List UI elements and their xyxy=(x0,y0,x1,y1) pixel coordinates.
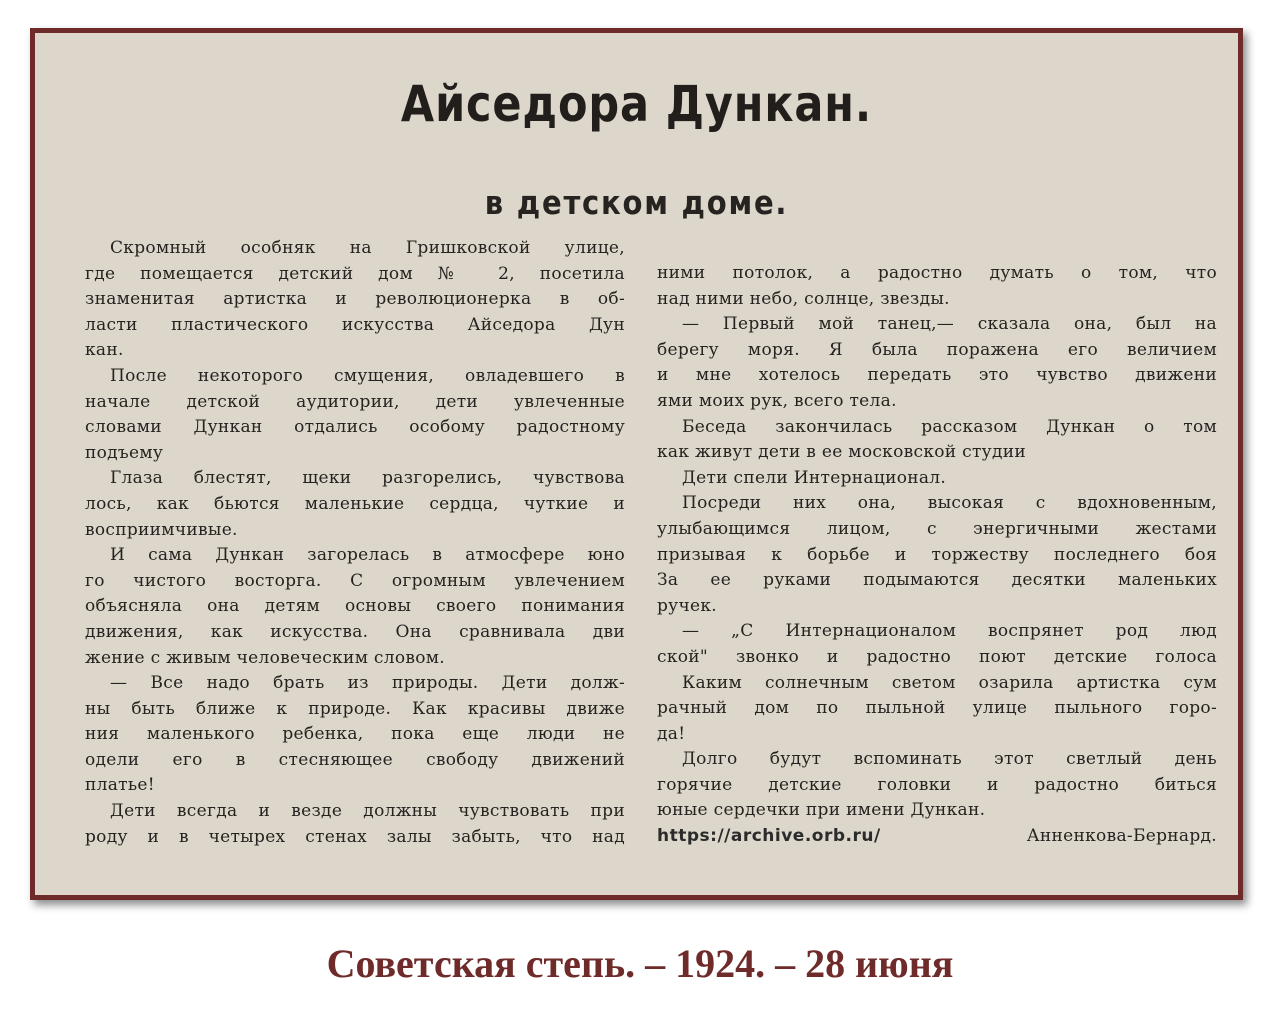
article-line: словами Дункан отдались особому радостному xyxy=(85,417,625,438)
article-right-column-text xyxy=(657,261,1217,824)
article-line: где помещается детский дом № 2, посетила xyxy=(85,263,625,284)
article-subheadline: в детском доме. xyxy=(484,183,789,222)
article-line: После некоторого смущения, овладевшего в xyxy=(110,365,625,386)
source-caption: Советская степь. – 1924. – 28 июня xyxy=(326,941,954,986)
article-line: жение с живым человеческим словом. xyxy=(85,647,446,668)
article-line: начале детской аудитории, дети увлеченные xyxy=(85,391,625,412)
article-line: призывая к борьбе и торжеству последнего боя xyxy=(657,544,1217,565)
article-line: юные сердечки при имени Дункан. xyxy=(657,800,986,821)
article-line: — „С Интернационалом воспрянет род люд xyxy=(682,621,1217,642)
article-line: горячие детские головки и радостно биться xyxy=(657,774,1217,795)
article-line: рачный дом по пыльной улице пыльного горо- xyxy=(657,698,1217,719)
article-line: объясняла она детям основы своего понимания xyxy=(85,596,625,617)
article-line: — Все надо брать из природы. Дети долж- xyxy=(110,673,625,694)
article-line: восприимчивые. xyxy=(85,519,238,540)
article-line: За ее руками подымаются десятки маленьких xyxy=(657,570,1217,591)
article-line: Беседа закончилась рассказом Дункан о том xyxy=(682,416,1217,437)
article-line: Каким солнечным светом озарила артистка сум xyxy=(682,672,1217,693)
article-line: улыбающимся лицом, с энергичными жестами xyxy=(657,518,1217,539)
article-line: ны быть ближе к природе. Как красивы движе xyxy=(85,698,625,719)
newspaper-clipping xyxy=(30,28,1243,900)
article-line: берегу моря. Я была поражена его величием xyxy=(657,339,1217,360)
article-line: Посреди них она, высокая с вдохновенным, xyxy=(682,493,1217,514)
article-line: ласти пластического искусства Айседора Дун xyxy=(85,314,625,335)
article-right-column xyxy=(657,261,1217,850)
article-line: Скромный особняк на Гришковской улице, xyxy=(110,238,625,258)
article-line: знаменитая артистка и революционерка в об- xyxy=(85,289,625,310)
article-line: Долго будут вспоминать этот светлый день xyxy=(682,749,1217,770)
article-line: над ними небо, солнце, звезды. xyxy=(657,288,950,309)
signature-row xyxy=(657,824,1217,850)
article-line: ручек. xyxy=(657,595,718,616)
article-left-column xyxy=(85,236,625,850)
article-line: — Первый мой танец,— сказала она, был на xyxy=(682,314,1217,335)
article-line: ской" звонко и радостно поют детские голоса xyxy=(657,646,1217,667)
article-headline: Айседора Дункан. xyxy=(400,75,873,133)
article-line: одели его в стесняющее свободу движений xyxy=(85,749,625,770)
article-line: лось, как бьются маленькие сердца, чуткие и xyxy=(85,493,625,514)
author-signature: Анненкова-Бернард. xyxy=(1026,826,1217,847)
article-line: ния маленького ребенка, пока еще люди не xyxy=(85,724,625,745)
article-line: ями моих рук, всего тела. xyxy=(657,390,897,411)
article-line: И сама Дункан загорелась в атмосфере юно xyxy=(110,545,625,566)
article-line: кан. xyxy=(85,340,124,361)
article-line: го чистого восторга. С огромным увлечением xyxy=(85,570,625,591)
article-line: платье! xyxy=(85,775,155,796)
article-line: и мне хотелось передать это чувство движени xyxy=(657,365,1217,386)
article-line: роду и в четырех стенах залы забыть, что над xyxy=(85,826,625,847)
article-line: движения, как искусства. Она сравнивала дви xyxy=(85,621,625,642)
article-line: Глаза блестят, щеки разгорелись, чувствова xyxy=(110,468,625,489)
article-line: Дети спели Интернационал. xyxy=(682,467,947,488)
source-url: https://archive.orb.ru/ xyxy=(657,826,881,847)
article-line: подъему xyxy=(85,442,164,463)
article-line: да! xyxy=(657,723,686,744)
article-line: Дети всегда и везде должны чувствовать при xyxy=(110,801,625,822)
article-line: как живут дети в ее московской студии xyxy=(657,442,1026,463)
article-line: ними потолок, а радостно думать о том, что xyxy=(657,263,1217,283)
